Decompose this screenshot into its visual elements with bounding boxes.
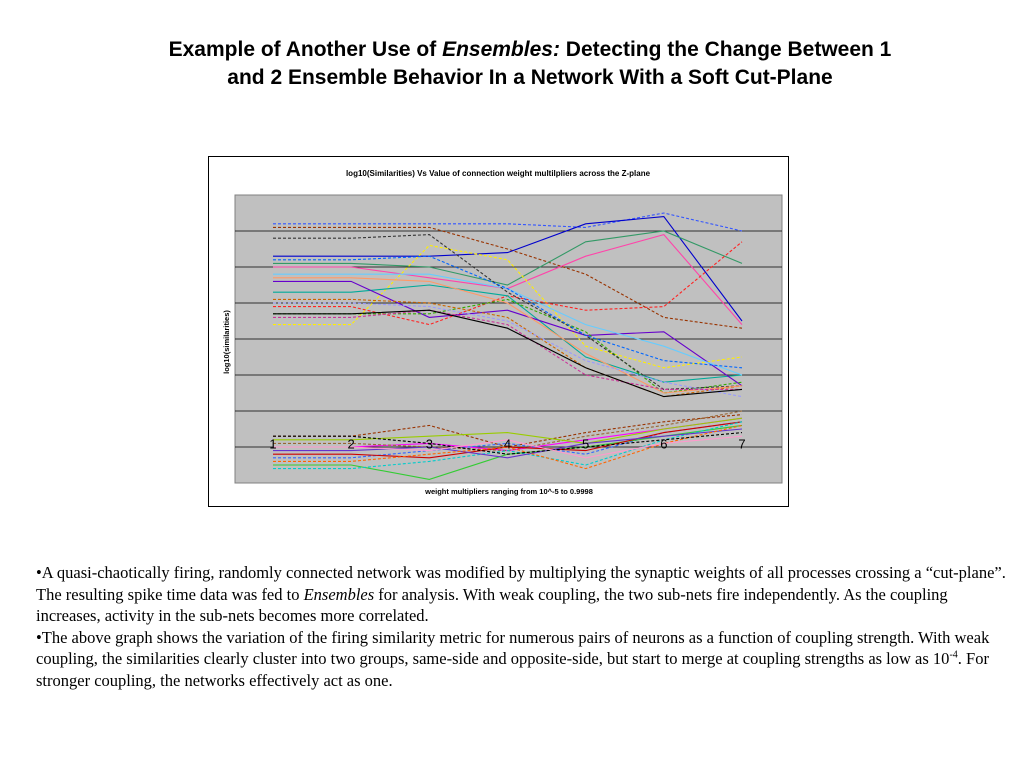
slide-title xyxy=(60,36,1000,92)
title-line-1 xyxy=(60,36,1000,64)
x-tick-label: 2 xyxy=(347,436,355,452)
line-chart xyxy=(209,157,788,506)
bullet-1-suffix: for analysis. With weak coupling, the two sub-nets fire independently. As the coupling increases, activity in the sub-nets becomes more correlated. xyxy=(36,584,948,626)
bullet-2-prefix: •The above graph shows the variation of the firing similarity metric for numerous pairs of neurons as a function of coupling strength. With weak coupling, the similarities clearly cluster into two groups, same-side and opposite-side, but start to merge at coupling strengths as low as 10 xyxy=(36,627,990,669)
title-line-2: and 2 Ensemble Behavior In a Network With a Soft Cut-Plane xyxy=(227,66,833,89)
y-axis-label: log10(similarities) xyxy=(222,310,231,374)
bullet-2-suffix: . For stronger coupling, the networks effectively act as one. xyxy=(36,649,989,690)
x-tick-label: 3 xyxy=(425,436,433,452)
title-line-1-b: Detecting the Change Between 1 xyxy=(559,38,892,61)
x-tick-label: 4 xyxy=(503,436,512,452)
bullet-1 xyxy=(36,562,1006,627)
x-axis-label: weight multipliers ranging from 10^-5 to 0.9998 xyxy=(425,487,593,496)
x-tick-label: 7 xyxy=(738,436,746,452)
x-tick-label: 5 xyxy=(582,436,590,452)
chart-title: log10(Similarities) Vs Value of connection weight multilpliers across the Z-plane xyxy=(345,169,651,178)
bullet-1-ensembles: Ensembles xyxy=(303,584,375,604)
x-tick-label: 6 xyxy=(660,436,668,452)
bullet-2-exponent: -4 xyxy=(949,649,958,661)
title-ensembles-emphasis: Ensembles: xyxy=(442,38,560,61)
x-tick-label: 1 xyxy=(269,436,277,452)
bullet-1-prefix: •A quasi-chaotically firing, randomly connected network was modified by multiplying the synaptic weights of all processes crossing a “cut-plane”. The resulting spike time data was fed to xyxy=(36,563,1006,604)
chart-frame xyxy=(208,156,789,507)
bullet-2 xyxy=(36,627,1006,692)
title-line-1-a: Example of Another Use of xyxy=(168,38,443,61)
body-text xyxy=(36,562,1006,692)
